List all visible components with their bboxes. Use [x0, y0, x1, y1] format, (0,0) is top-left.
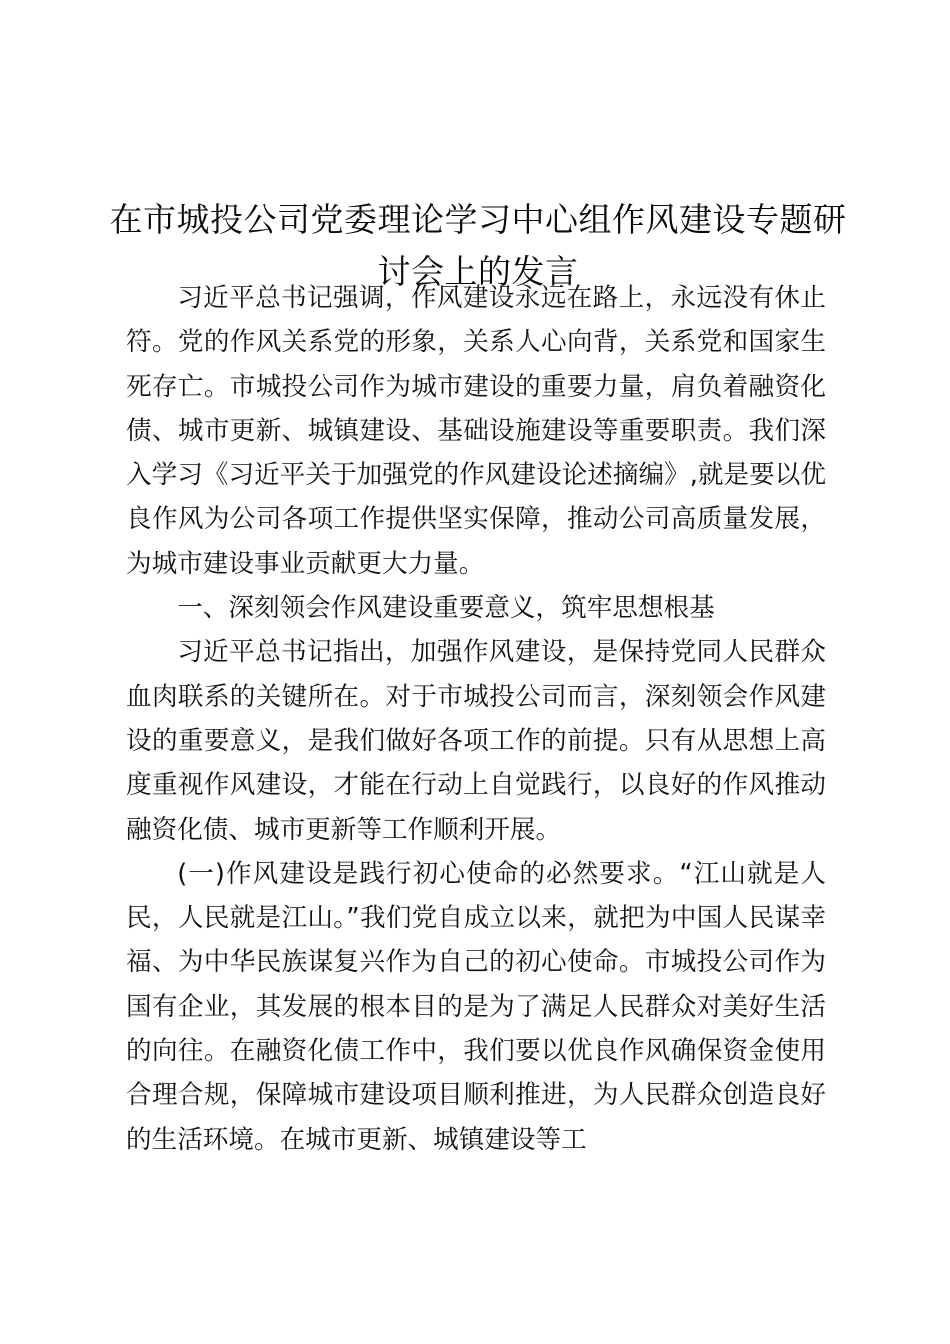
section-heading-1: 一、深刻领会作风建设重要意义，筑牢思想根基: [177, 593, 715, 624]
paragraph-section-1: 习近平总书记指出，加强作风建设，是保持党同人民群众血肉联系的关键所在。对于市城投公司而言，深刻领会作风建设的重要意义，是我们做好各项工作的前提。只有从思想上高度重视作风建设，才能在行动上自觉践行，以良好的作风推动融资化债、城市更新等工作顺利开展。: [126, 637, 826, 845]
paragraph-intro: 习近平总书记强调，作风建设永远在路上，永远没有休止符。党的作风关系党的形象，关系人心向背，关系党和国家生死存亡。市城投公司作为城市建设的重要力量，肩负着融资化债、城市更新、城镇建设、基础设施建设等重要职责。我们深入学习《习近平关于加强党的作风建设论述摘编》,就是要以优良作风为公司各项工作提供坚实保障，推动公司高质量发展，为城市建设事业贡献更大力量。: [126, 283, 826, 579]
document-body: [126, 276, 826, 1162]
document-title: 在市城投公司党委理论学习中心组作风建设专题研讨会上的发言: [109, 200, 847, 292]
paragraph-subsection-1: (一)作风建设是践行初心使命的必然要求。“江山就是人民，人民就是江山。”我们党自成立以来，就把为中国人民谋幸福、为中华民族谋复兴作为自己的初心使命。市城投公司作为国有企业，其发展的根本目的是为了满足人民群众对美好生活的向往。在融资化债工作中，我们要以优良作风确保资金使用合理合规，保障城市建设项目顺利推进，为人民群众创造良好的生活环境。在城市更新、城镇建设等工: [126, 858, 826, 1155]
